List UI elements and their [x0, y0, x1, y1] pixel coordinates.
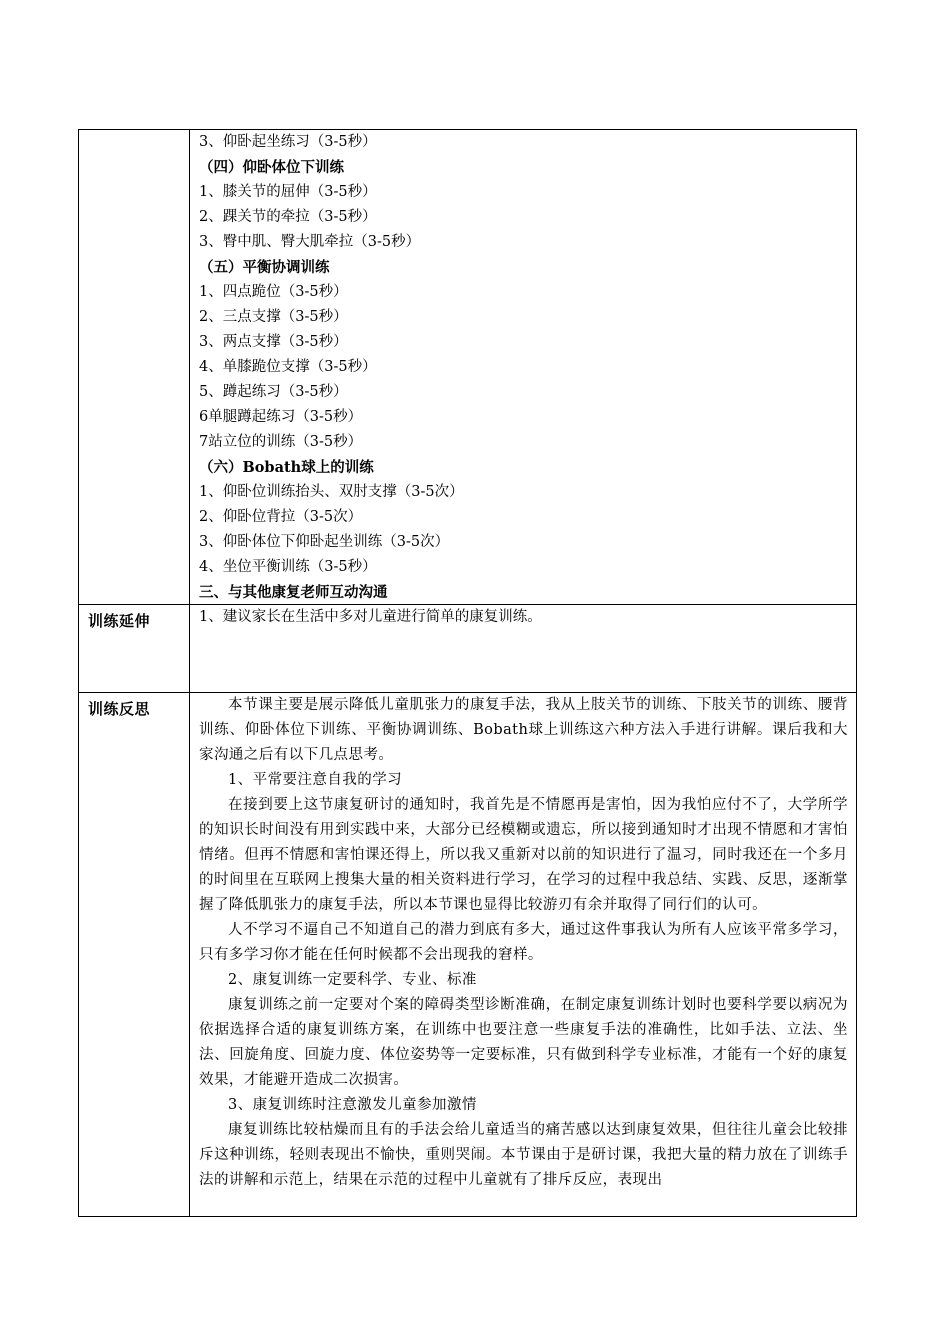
table-row-reflection — [79, 693, 857, 1217]
list-item: 3、仰卧体位下仰卧起坐训练（3-5次） — [199, 534, 450, 550]
reflection-paragraph: 人不学习不逼自己不知道自己的潜力到底有多大，通过这件事我认为所有人应该平常多学习，只有多学习你才能在任何时候都不会出现我的窘样。 — [199, 922, 848, 963]
extension-list — [199, 605, 848, 692]
list-item: 5、蹲起练习（3-5秒） — [199, 384, 348, 400]
exercise-list — [199, 130, 848, 604]
section-heading: 三、与其他康复老师互动沟通 — [199, 584, 388, 601]
section-heading: （四）仰卧体位下训练 — [199, 159, 344, 176]
row-label-reflection: 训练反思 — [79, 693, 190, 1217]
reflection-paragraph: 康复训练之前一定要对个案的障碍类型诊断准确，在制定康复训练计划时也要科学要以病况为依据选择合适的康复训练方案，在训练中也要注意一些康复手法的准确性，比如手法、立法、坐法、回旋角度、回旋力度、体位姿势等一定要标准，只有做到科学专业标准，才能有一个好的康复效果，才能避开造成二次损害。 — [199, 997, 848, 1088]
reflection-paragraph: 3、康复训练时注意激发儿童参加激情 — [228, 1097, 477, 1113]
extension-cell — [190, 605, 857, 693]
table-row-extension — [79, 605, 857, 693]
section-heading: （六）Bobath球上的训练 — [199, 459, 374, 476]
list-item: 1、建议家长在生活中多对儿童进行简单的康复训练。 — [199, 609, 542, 625]
reflection-cell — [190, 693, 857, 1217]
list-item: 2、仰卧位背拉（3-5次） — [199, 509, 363, 525]
reflection-paragraph: 康复训练比较枯燥而且有的手法会给儿童适当的痛苦感以达到康复效果，但往往儿童会比较排斥这种训练，轻则表现出不愉快，重则哭闹。本节课由于是研讨课，我把大量的精力放在了训练手法的讲解和示范上，结果在示范的过程中儿童就有了排斥反应，表现出 — [199, 1122, 848, 1188]
reflection-paragraph: 1、平常要注意自我的学习 — [228, 772, 403, 788]
reflection-text — [199, 693, 848, 1216]
reflection-paragraph: 2、康复训练一定要科学、专业、标准 — [228, 972, 477, 988]
section-heading: （五）平衡协调训练 — [199, 259, 330, 276]
lesson-table — [78, 129, 857, 1217]
reflection-paragraph: 在接到要上这节康复研讨的通知时，我首先是不情愿再是害怕，因为我怕应付不了，大学所学的知识长时间没有用到实践中来，大部分已经模糊或遗忘，所以接到通知时才出现不情愿和才害怕情绪。但再不情愿和害怕课还得上，所以我又重新对以前的知识进行了温习，同时我还在一个多月的时间里在互联网上搜集大量的相关资料进行学习，在学习的过程中我总结、实践、反思，逐渐掌握了降低肌张力的康复手法，所以本节课也显得比较游刃有余并取得了同行们的认可。 — [199, 797, 848, 913]
list-item: 3、仰卧起坐练习（3-5秒） — [199, 134, 377, 150]
reflection-paragraph: 本节课主要是展示降低儿童肌张力的康复手法，我从上肢关节的训练、下肢关节的训练、腰背训练、仰卧体位下训练、平衡协调训练、Bobath球上训练这六种方法入手进行讲解。课后我和大家沟通之后有以下几点思考。 — [199, 697, 848, 763]
list-item: 6单腿蹲起练习（3-5秒） — [199, 409, 363, 425]
list-item: 3、两点支撑（3-5秒） — [199, 334, 348, 350]
list-item: 1、四点跪位（3-5秒） — [199, 284, 348, 300]
list-item: 2、踝关节的牵拉（3-5秒） — [199, 209, 377, 225]
list-item: 3、臀中肌、臀大肌牵拉（3-5秒） — [199, 234, 421, 250]
table-row-exercises — [79, 130, 857, 605]
row-label-empty — [79, 130, 190, 605]
list-item: 2、三点支撑（3-5秒） — [199, 309, 348, 325]
row-label-extension: 训练延伸 — [79, 605, 190, 693]
list-item: 1、膝关节的屈伸（3-5秒） — [199, 184, 377, 200]
exercise-list-cell — [190, 130, 857, 605]
list-item: 4、单膝跪位支撑（3-5秒） — [199, 359, 377, 375]
list-item: 7站立位的训练（3-5秒） — [199, 434, 363, 450]
list-item: 1、仰卧位训练抬头、双肘支撑（3-5次） — [199, 484, 464, 500]
list-item: 4、坐位平衡训练（3-5秒） — [199, 559, 377, 575]
